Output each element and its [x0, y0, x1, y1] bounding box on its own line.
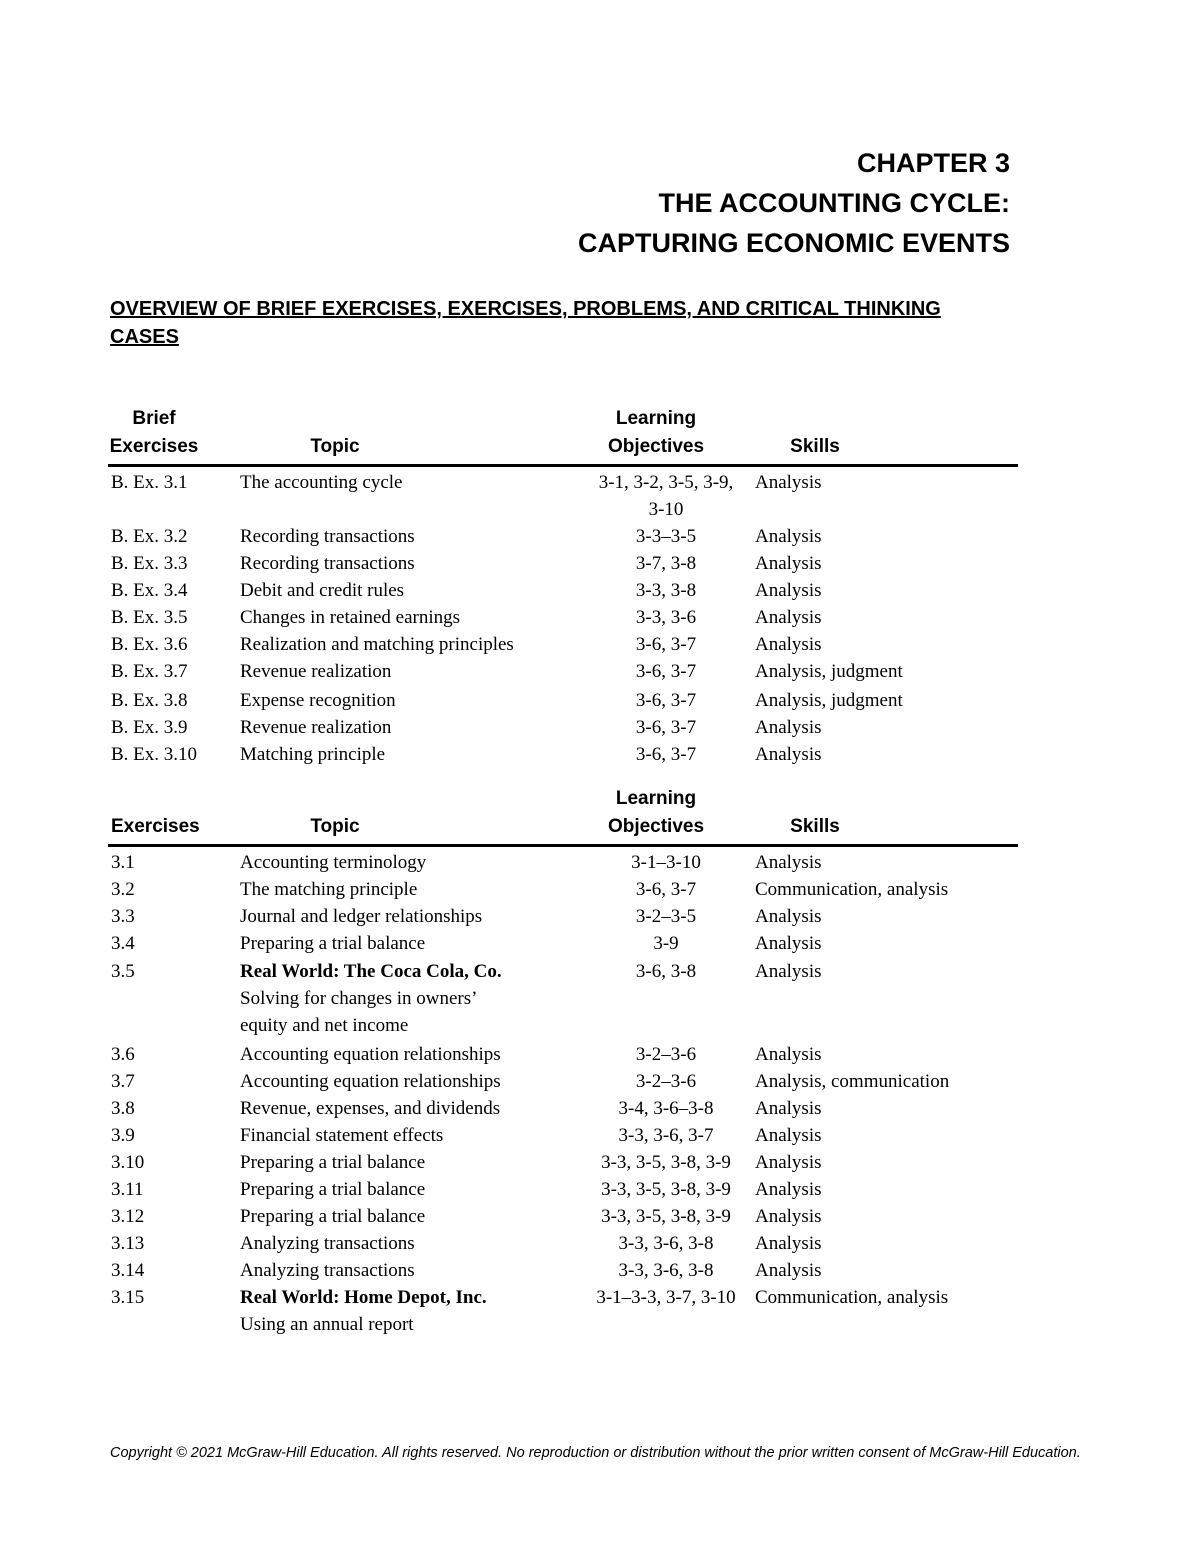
header-learning-objectives: Learning Objectives	[580, 405, 752, 466]
row-id: 3.12	[111, 1206, 145, 1227]
row-id: 3.9	[111, 1125, 135, 1146]
row-topic: Debit and credit rules	[240, 580, 405, 601]
row-topic: Revenue, expenses, and dividends	[240, 1098, 501, 1119]
row-topic: Revenue realization	[240, 661, 392, 682]
row-id: B. Ex. 3.1	[111, 472, 188, 493]
row-objectives: 3-6, 3-7	[635, 717, 697, 738]
table-header-row	[108, 405, 1018, 466]
row-skills: Analysis	[755, 961, 822, 982]
table-row	[108, 1230, 1018, 1257]
row-topic: Preparing a trial balance	[240, 1206, 426, 1227]
table-row	[108, 1122, 1018, 1149]
row-objectives: 3-3, 3-5, 3-8, 3-9	[601, 1179, 731, 1200]
header-skills: Skills	[752, 405, 1018, 466]
row-id: 3.4	[111, 933, 135, 954]
overview-title: OVERVIEW OF BRIEF EXERCISES, EXERCISES, PROBLEMS, AND CRITICAL THINKING CASES	[110, 298, 941, 348]
row-topic: Preparing a trial balance	[240, 1152, 426, 1173]
table-row	[108, 741, 1018, 768]
row-objectives: 3-2–3-6	[635, 1044, 697, 1065]
row-topic: Journal and ledger relationships	[240, 906, 483, 927]
row-id: B. Ex. 3.6	[111, 634, 188, 655]
table-row	[108, 685, 1018, 714]
row-topic: Accounting equation relationships	[240, 1044, 501, 1065]
table-row	[108, 1257, 1018, 1284]
row-topic: Analyzing transactions	[240, 1233, 415, 1254]
row-skills: Analysis	[755, 1233, 822, 1254]
table-row	[108, 903, 1018, 930]
row-topic-line2: Using an annual report	[240, 1314, 414, 1335]
row-objectives: 3-7, 3-8	[635, 553, 697, 574]
row-topic	[240, 957, 580, 1039]
row-topic: Accounting equation relationships	[240, 1071, 501, 1092]
chapter-heading	[578, 143, 1010, 263]
chapter-number: CHAPTER 3	[856, 148, 1010, 178]
table-row	[108, 550, 1018, 577]
table-row	[108, 1149, 1018, 1176]
table-row	[108, 846, 1018, 877]
row-skills: Analysis	[755, 717, 822, 738]
row-skills: Analysis	[755, 580, 822, 601]
row-id: B. Ex. 3.10	[111, 744, 198, 765]
row-id: B. Ex. 3.4	[111, 580, 188, 601]
row-id: 3.13	[111, 1233, 145, 1254]
row-skills: Analysis	[755, 1125, 822, 1146]
row-id: 3.7	[111, 1071, 135, 1092]
row-id: 3.8	[111, 1098, 135, 1119]
row-topic: Preparing a trial balance	[240, 933, 426, 954]
table-row	[108, 658, 1018, 685]
row-objectives: 3-6, 3-7	[635, 879, 697, 900]
row-skills: Analysis	[755, 906, 822, 927]
row-skills: Analysis, judgment	[755, 661, 903, 682]
row-id: 3.15	[111, 1287, 145, 1308]
row-objectives: 3-3–3-5	[635, 526, 697, 547]
header-learning-objectives: Learning Objectives	[580, 785, 752, 846]
table-row	[108, 523, 1018, 550]
table-row	[108, 1095, 1018, 1122]
table-header-row	[108, 785, 1018, 846]
row-topic-bold: Real World: The Coca Cola, Co.	[240, 961, 502, 982]
row-id: B. Ex. 3.7	[111, 661, 188, 682]
row-objectives: 3-4, 3-6–3-8	[618, 1098, 714, 1119]
row-topic: Matching principle	[240, 744, 386, 765]
chapter-title-line2: CAPTURING ECONOMIC EVENTS	[577, 228, 1010, 258]
row-id: 3.2	[111, 879, 135, 900]
row-topic	[240, 1284, 580, 1338]
exercises-table	[108, 785, 1018, 1338]
row-topic: Revenue realization	[240, 717, 392, 738]
row-skills: Analysis	[755, 852, 822, 873]
row-objectives: 3-1–3-10	[631, 852, 701, 873]
row-topic: The accounting cycle	[240, 472, 403, 493]
row-topic: Preparing a trial balance	[240, 1179, 426, 1200]
row-objectives: 3-3, 3-6, 3-8	[618, 1260, 714, 1281]
table-row	[108, 1068, 1018, 1095]
row-objectives: 3-2–3-5	[635, 906, 697, 927]
row-objectives: 3-3, 3-6	[635, 607, 697, 628]
header-exercises: Exercises	[108, 785, 240, 846]
table-row	[108, 1203, 1018, 1230]
row-objectives: 3-2–3-6	[635, 1071, 697, 1092]
row-id: 3.5	[111, 961, 135, 982]
header-topic: Topic	[240, 785, 580, 846]
row-skills: Analysis	[755, 526, 822, 547]
row-id: B. Ex. 3.2	[111, 526, 188, 547]
row-id: 3.3	[111, 906, 135, 927]
table-row	[108, 1039, 1018, 1068]
row-skills: Analysis	[755, 634, 822, 655]
row-topic: Expense recognition	[240, 690, 396, 711]
row-id: 3.10	[111, 1152, 145, 1173]
table-row	[108, 876, 1018, 903]
row-skills: Communication, analysis	[755, 1287, 949, 1308]
table-row	[108, 1176, 1018, 1203]
row-topic: Changes in retained earnings	[240, 607, 461, 628]
row-skills: Analysis	[755, 1260, 822, 1281]
row-topic: Accounting terminology	[240, 852, 427, 873]
row-topic: The matching principle	[240, 879, 418, 900]
row-objectives: 3-1–3-3, 3-7, 3-10	[596, 1287, 736, 1308]
table-row	[108, 930, 1018, 957]
table-row	[108, 466, 1018, 524]
row-skills: Analysis	[755, 1206, 822, 1227]
row-skills: Communication, analysis	[755, 879, 949, 900]
row-objectives: 3-6, 3-7	[635, 690, 697, 711]
chapter-title-line1: THE ACCOUNTING CYCLE:	[658, 188, 1010, 218]
brief-exercises-table	[108, 405, 1018, 768]
row-skills: Analysis	[755, 933, 822, 954]
row-skills: Analysis	[755, 1152, 822, 1173]
row-objectives: 3-6, 3-8	[635, 961, 697, 982]
row-objectives: 3-6, 3-7	[635, 661, 697, 682]
row-skills: Analysis	[755, 553, 822, 574]
row-skills: Analysis, judgment	[755, 690, 903, 711]
row-id: 3.6	[111, 1044, 135, 1065]
table-row	[108, 577, 1018, 604]
table-row	[108, 631, 1018, 658]
row-id: B. Ex. 3.3	[111, 553, 188, 574]
row-id: B. Ex. 3.5	[111, 607, 188, 628]
row-topic: Realization and matching principles	[240, 634, 514, 655]
row-objectives: 3-3, 3-6, 3-7	[618, 1125, 714, 1146]
row-skills: Analysis	[755, 1179, 822, 1200]
row-objectives: 3-3, 3-5, 3-8, 3-9	[601, 1152, 731, 1173]
table-row	[108, 1284, 1018, 1338]
copyright-footer: Copyright © 2021 McGraw-Hill Education. All rights reserved. No reproduction or distribution without the prior written consent of McGraw-Hill Education.	[110, 1445, 1081, 1461]
row-skills: Analysis	[755, 1098, 822, 1119]
row-objectives: 3-6, 3-7	[635, 634, 697, 655]
row-objectives: 3-3, 3-6, 3-8	[618, 1233, 714, 1254]
header-brief-exercises: Brief Exercises	[108, 405, 240, 466]
table-row	[108, 714, 1018, 741]
row-skills: Analysis	[755, 1044, 822, 1065]
row-skills: Analysis	[755, 744, 822, 765]
row-skills: Analysis	[755, 472, 822, 493]
row-id: 3.1	[111, 852, 135, 873]
row-objectives: 3-6, 3-7	[635, 744, 697, 765]
row-objectives: 3-3, 3-8	[635, 580, 697, 601]
row-id: B. Ex. 3.9	[111, 717, 188, 738]
row-id: B. Ex. 3.8	[111, 690, 188, 711]
row-topic: Recording transactions	[240, 553, 415, 574]
row-topic-line2: Solving for changes in owners’	[240, 988, 478, 1009]
table-row	[108, 604, 1018, 631]
row-topic: Financial statement effects	[240, 1125, 444, 1146]
row-topic: Recording transactions	[240, 526, 415, 547]
header-skills: Skills	[752, 785, 1018, 846]
row-objectives: 3-9	[653, 933, 679, 954]
row-id: 3.14	[111, 1260, 145, 1281]
row-topic-bold: Real World: Home Depot, Inc.	[240, 1287, 487, 1308]
row-topic: Analyzing transactions	[240, 1260, 415, 1281]
row-skills: Analysis, communication	[755, 1071, 950, 1092]
header-topic: Topic	[240, 405, 580, 466]
row-id: 3.11	[111, 1179, 144, 1200]
row-topic-line3: equity and net income	[240, 1015, 409, 1036]
row-skills: Analysis	[755, 607, 822, 628]
table-row	[108, 957, 1018, 1039]
row-objectives: 3-1, 3-2, 3-5, 3-9, 3-10	[598, 472, 734, 520]
row-objectives: 3-3, 3-5, 3-8, 3-9	[601, 1206, 731, 1227]
